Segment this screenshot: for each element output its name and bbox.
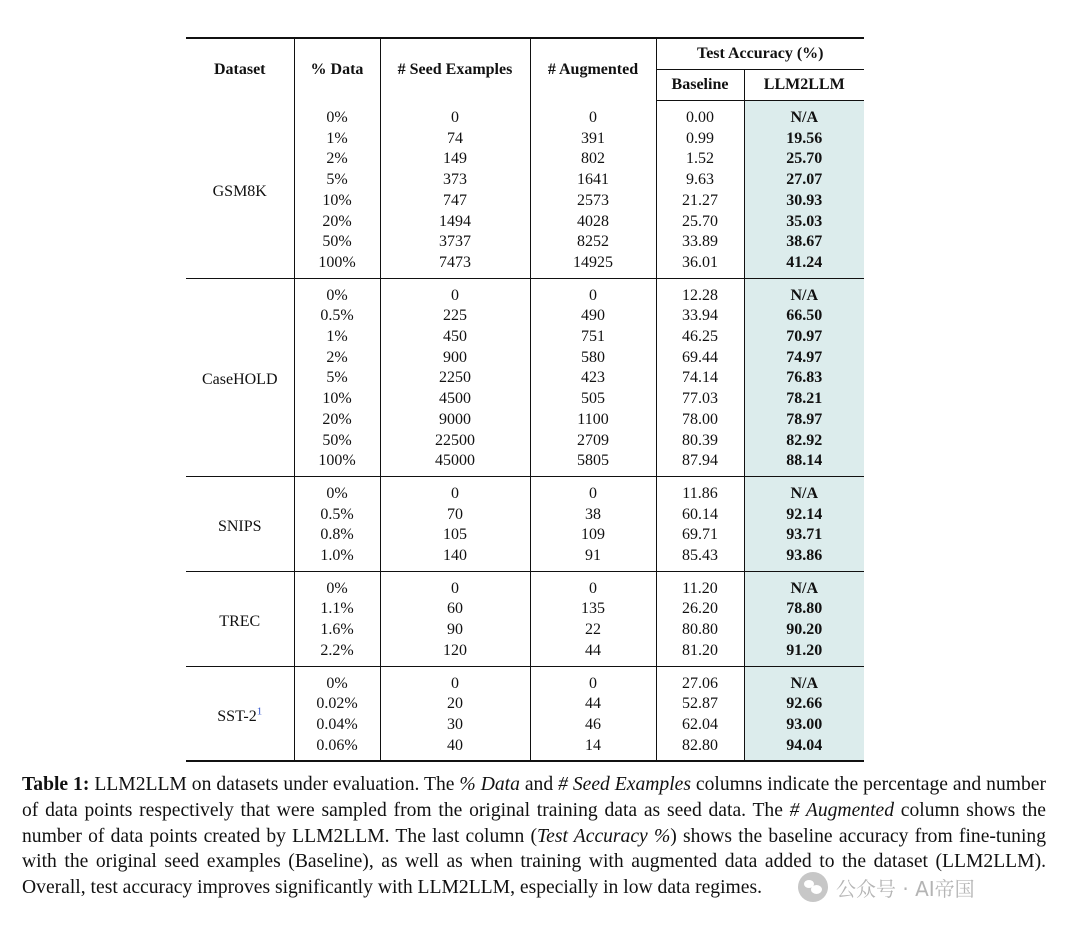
baseline-cell: 69.71 [656,525,744,546]
llm2llm-cell: 78.97 [744,410,864,431]
footnote-link[interactable]: 1 [256,705,263,718]
augmented-cell: 0 [530,278,656,306]
caption-italic: # Augmented [789,799,895,821]
baseline-cell: 33.94 [656,306,744,327]
pct-data-cell: 0% [294,101,380,129]
pct-data-cell: 0.06% [294,736,380,762]
seed-cell: 40 [380,736,530,762]
seed-cell: 373 [380,170,530,191]
augmented-cell: 751 [530,327,656,348]
table-row [186,101,864,129]
llm2llm-cell: 76.83 [744,368,864,389]
augmented-cell: 391 [530,129,656,150]
seed-cell: 45000 [380,451,530,476]
llm2llm-cell: 78.21 [744,389,864,410]
table-row [186,476,864,504]
baseline-cell: 33.89 [656,232,744,253]
pct-data-cell: 2% [294,149,380,170]
baseline-cell: 11.20 [656,571,744,599]
baseline-cell: 1.52 [656,149,744,170]
caption-italic: Test Accuracy % [537,825,671,847]
seed-cell: 149 [380,149,530,170]
pct-data-cell: 10% [294,191,380,212]
augmented-cell: 802 [530,149,656,170]
baseline-cell: 0.99 [656,129,744,150]
pct-data-cell: 0.02% [294,694,380,715]
dataset-name: CaseHOLD [186,278,294,476]
augmented-cell: 0 [530,101,656,129]
seed-cell: 22500 [380,431,530,452]
llm2llm-cell: 93.71 [744,525,864,546]
seed-cell: 0 [380,101,530,129]
pct-data-cell: 0% [294,476,380,504]
pct-data-cell: 20% [294,410,380,431]
baseline-cell: 27.06 [656,666,744,694]
llm2llm-cell: 74.97 [744,348,864,369]
pct-data-cell: 20% [294,212,380,233]
baseline-cell: 77.03 [656,389,744,410]
baseline-cell: 21.27 [656,191,744,212]
augmented-cell: 46 [530,715,656,736]
seed-cell: 70 [380,505,530,526]
baseline-cell: 9.63 [656,170,744,191]
header-dataset: Dataset [186,38,294,101]
augmented-cell: 490 [530,306,656,327]
table-header [186,38,864,101]
pct-data-cell: 50% [294,431,380,452]
baseline-cell: 36.01 [656,253,744,278]
baseline-cell: 82.80 [656,736,744,762]
baseline-cell: 0.00 [656,101,744,129]
dataset-name: TREC [186,571,294,666]
pct-data-cell: 0% [294,571,380,599]
augmented-cell: 14 [530,736,656,762]
llm2llm-cell: 66.50 [744,306,864,327]
table-row [186,278,864,306]
pct-data-cell: 0.5% [294,306,380,327]
llm2llm-cell: 25.70 [744,149,864,170]
table-row [186,666,864,694]
pct-data-cell: 5% [294,368,380,389]
augmented-cell: 44 [530,694,656,715]
llm2llm-cell: 38.67 [744,232,864,253]
llm2llm-cell: N/A [744,571,864,599]
pct-data-cell: 10% [294,389,380,410]
llm2llm-cell: 93.00 [744,715,864,736]
llm2llm-cell: 92.66 [744,694,864,715]
seed-cell: 0 [380,278,530,306]
seed-cell: 450 [380,327,530,348]
llm2llm-cell: N/A [744,101,864,129]
caption-text: LLM2LLM on datasets under evaluation. The [89,774,460,795]
augmented-cell: 580 [530,348,656,369]
seed-cell: 90 [380,620,530,641]
table-group [186,571,864,666]
baseline-cell: 80.80 [656,620,744,641]
pct-data-cell: 100% [294,451,380,476]
watermark [798,870,1050,904]
table-group [186,476,864,571]
seed-cell: 120 [380,641,530,666]
baseline-cell: 87.94 [656,451,744,476]
header-augmented: # Augmented [530,38,656,101]
seed-cell: 74 [380,129,530,150]
seed-cell: 4500 [380,389,530,410]
llm2llm-cell: 78.80 [744,599,864,620]
results-table-container [186,37,864,762]
baseline-cell: 62.04 [656,715,744,736]
pct-data-cell: 0% [294,666,380,694]
dataset-name: SST-$2^1$ [186,666,294,761]
llm2llm-cell: 27.07 [744,170,864,191]
seed-cell: 105 [380,525,530,546]
pct-data-cell: 1.6% [294,620,380,641]
caption-italic: % Data [459,774,520,795]
augmented-cell: 505 [530,389,656,410]
header-pct-data: % Data [294,38,380,101]
table-row [186,571,864,599]
augmented-cell: 1641 [530,170,656,191]
augmented-cell: 14925 [530,253,656,278]
augmented-cell: 1100 [530,410,656,431]
pct-data-cell: 1% [294,327,380,348]
pct-data-cell: 50% [294,232,380,253]
seed-cell: 747 [380,191,530,212]
pct-data-cell: 100% [294,253,380,278]
results-table [186,37,864,762]
seed-cell: 2250 [380,368,530,389]
augmented-cell: 22 [530,620,656,641]
header-seed-examples: # Seed Examples [380,38,530,101]
table-group [186,278,864,476]
pct-data-cell: 5% [294,170,380,191]
augmented-cell: 423 [530,368,656,389]
llm2llm-cell: 35.03 [744,212,864,233]
pct-data-cell: 1.0% [294,546,380,571]
llm2llm-cell: N/A [744,476,864,504]
augmented-cell: 109 [530,525,656,546]
llm2llm-cell: 19.56 [744,129,864,150]
watermark-text: 公众号 · AI帝国 [836,876,975,901]
seed-cell: 0 [380,571,530,599]
caption-text: and [519,774,559,795]
caption-text: ) shows the baseline accuracy from fine-tuning with the original seed examples (Baseline), as well as when training with augmented data added to the dataset (LLM2LLM). Overall, test accuracy improves significantly with LLM2LLM, especially in low data regimes. [22,825,1046,899]
baseline-cell: 52.87 [656,694,744,715]
seed-cell: 225 [380,306,530,327]
wechat-icon [798,872,828,902]
baseline-cell: 26.20 [656,599,744,620]
llm2llm-cell: N/A [744,666,864,694]
augmented-cell: 2709 [530,431,656,452]
augmented-cell: 0 [530,666,656,694]
caption-label: Table 1: [22,774,90,795]
baseline-cell: 46.25 [656,327,744,348]
seed-cell: 60 [380,599,530,620]
table-group [186,666,864,761]
augmented-cell: 4028 [530,212,656,233]
pct-data-cell: 2.2% [294,641,380,666]
baseline-cell: 60.14 [656,505,744,526]
pct-data-cell: 1% [294,129,380,150]
seed-cell: 7473 [380,253,530,278]
pct-data-cell: 0.04% [294,715,380,736]
augmented-cell: 44 [530,641,656,666]
pct-data-cell: 0.8% [294,525,380,546]
pct-data-cell: 0.5% [294,505,380,526]
augmented-cell: 8252 [530,232,656,253]
augmented-cell: 0 [530,476,656,504]
caption-text: column shows the number of data points created by LLM2LLM. The last column ( [22,799,1046,847]
header-llm2llm: LLM2LLM [744,70,864,101]
augmented-cell: 5805 [530,451,656,476]
baseline-cell: 69.44 [656,348,744,369]
baseline-cell: 74.14 [656,368,744,389]
baseline-cell: 78.00 [656,410,744,431]
llm2llm-cell: 88.14 [744,451,864,476]
llm2llm-cell: 92.14 [744,505,864,526]
augmented-cell: 38 [530,505,656,526]
baseline-cell: 81.20 [656,641,744,666]
pct-data-cell: 0% [294,278,380,306]
dataset-name: GSM8K [186,101,294,279]
llm2llm-cell: 91.20 [744,641,864,666]
llm2llm-cell: 82.92 [744,431,864,452]
pct-data-cell: 1.1% [294,599,380,620]
augmented-cell: 135 [530,599,656,620]
llm2llm-cell: 70.97 [744,327,864,348]
seed-cell: 900 [380,348,530,369]
seed-cell: 140 [380,546,530,571]
baseline-cell: 11.86 [656,476,744,504]
seed-cell: 20 [380,694,530,715]
seed-cell: 30 [380,715,530,736]
table-group [186,101,864,279]
seed-cell: 3737 [380,232,530,253]
llm2llm-cell: 30.93 [744,191,864,212]
header-baseline: Baseline [656,70,744,101]
caption-text: columns indicate the percentage and number of data points respectively that were sampled from the original training data as seed data. The [22,774,1047,821]
llm2llm-cell: N/A [744,278,864,306]
seed-cell: 0 [380,476,530,504]
seed-cell: 9000 [380,410,530,431]
llm2llm-cell: 94.04 [744,736,864,762]
baseline-cell: 12.28 [656,278,744,306]
header-test-accuracy: Test Accuracy (%) [656,38,864,70]
augmented-cell: 2573 [530,191,656,212]
augmented-cell: 0 [530,571,656,599]
baseline-cell: 25.70 [656,212,744,233]
baseline-cell: 85.43 [656,546,744,571]
caption-italic: # Seed Examples [558,774,691,795]
llm2llm-cell: 90.20 [744,620,864,641]
seed-cell: 0 [380,666,530,694]
llm2llm-cell: 93.86 [744,546,864,571]
llm2llm-cell: 41.24 [744,253,864,278]
seed-cell: 1494 [380,212,530,233]
augmented-cell: 91 [530,546,656,571]
dataset-name: SNIPS [186,476,294,571]
baseline-cell: 80.39 [656,431,744,452]
pct-data-cell: 2% [294,348,380,369]
